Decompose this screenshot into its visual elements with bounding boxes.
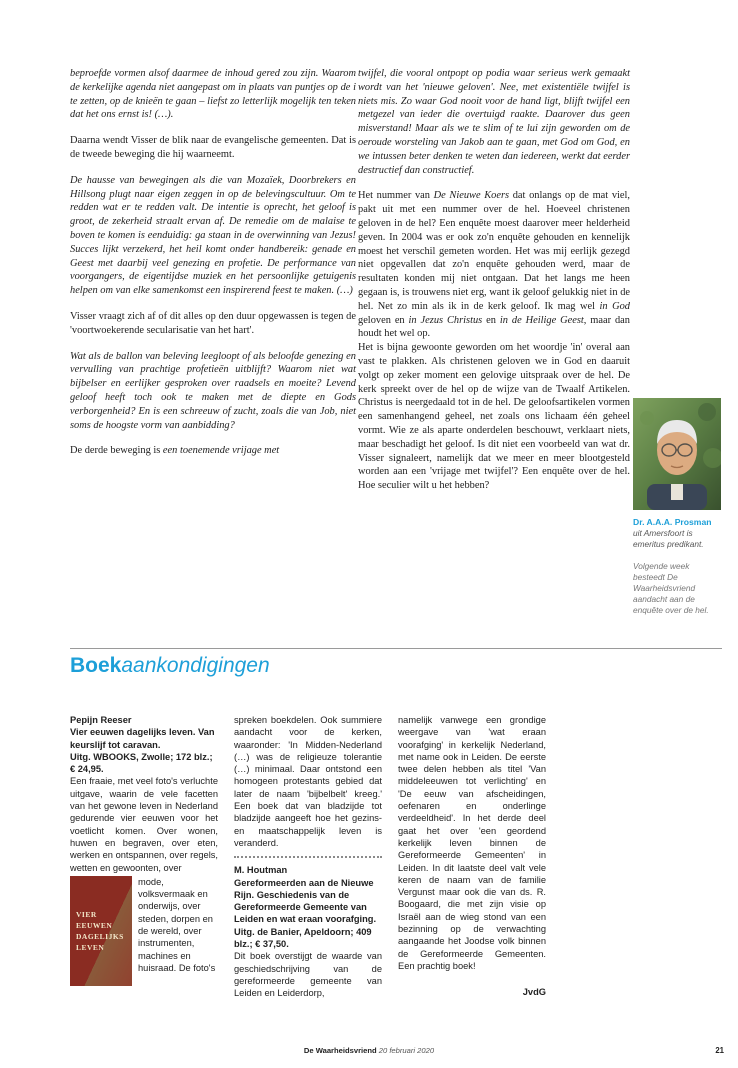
book-1-review-text-beside-cover: mode, volksvermaak en onderwijs, over steden, dorpen en de wereld, over instrumenten, machines en huisraad. De foto's [138, 876, 216, 973]
text-segment: Het is bijna gewoonte geworden om het woordje 'in' overal aan vast te plakken. Als christenen geloven we in God en daaruit volgt op zeker moment een gelovige uitspraak over de hel. De kerk spreekt over de hel op de wijze van de Twaalf Artikelen. Christus is neergedaald tot in de hel. De geloofsartikelen vormen een samenhangend geheel, net zoals ons lichaam één geheel vormt. Wie ze als aparte onderdelen beschouwt, verklaart niets, maar beschadigt het geloof. Is dit niet een voorbeeld van wat dr. Visser signaleert, namelijk dat we meer en meer blootgesteld worden aan een 'vrijage met twijfel'? Een enquête over de hel. Hoe seculier wilt u het hebben? [358, 342, 630, 492]
footer-date: 20 februari 2020 [378, 1046, 435, 1055]
text-segment: geloven en [358, 314, 409, 326]
paragraph [70, 310, 356, 338]
paragraph [358, 67, 630, 177]
page-number: 21 [715, 1046, 724, 1055]
article-column-left [70, 67, 356, 470]
cover-line: LEVEN [76, 942, 105, 952]
book-1-publisher: Uitg. WBOOKS, Zwolle; 172 blz.; € 24,95. [70, 751, 213, 775]
book-announcements-columns [70, 714, 550, 1000]
cover-line: VIER [76, 909, 97, 919]
text-segment: De derde beweging is [70, 445, 163, 457]
text-segment: De Nieuwe Koers [433, 190, 510, 202]
book-column-2 [234, 714, 382, 1000]
text-segment: dat onlangs op de mat viel, pakt uit met een nummer over de hel. Hoeveel christenen geloven in de hel? Een enquête moest daarover meer helderheid geven. In 2004 was er ook zo'n enquête gehouden en kennelijk moest het verschil gemeten worden. Het was mij eerlijk gezegd niet opgevallen dat zo'n enquête gehouden werd, maar de resultaten konden mij niet ontgaan. Dat het langs me heen gegaan is, is trouwens niet erg, want ik geloof gelukkig niet in de hel. Net zo min als ik in de kerk geloof. Ik mag wel [358, 190, 630, 312]
book-2-review-text: Dit boek overstijgt de waarde van geschiedschrijving van de gereformeerde gemeente van Leiden en Leiderdorp, [234, 951, 382, 999]
text-segment: Het nummer van [358, 190, 434, 202]
book-column-1 [70, 714, 218, 1000]
text-segment: De hausse van bewegingen als die van Mozaïek, Doorbrekers en Hillsong plugt naar eigen zeggen in op de belevingscultuur. Om te redden wat er te redden valt. De intentie is oprecht, het geloof is groot, de zekerheid straalt ervan af. De remedie om de malaise te boven te komen is eenduidig: ga staan in de overwinning van Jezus! Succes lijkt verzekerd, het heil komt onder handbereik: genade en Geest met daarbij veel genezing en profetie. De performance van voorgangers, de eigentijdse muziek en het persoonlijke getuigenis helpen om van elke samenkomst een inspirerend feest te maken. (…) [70, 174, 356, 297]
text-segment: een toenemende vrijage met [162, 445, 280, 457]
text-segment: en [482, 314, 500, 326]
book-cover-image [70, 876, 132, 986]
article-column-right [358, 67, 630, 505]
paragraph [358, 189, 630, 341]
footer [0, 1046, 738, 1055]
footer-magazine-name: De Waarheidsvriend [303, 1046, 377, 1055]
dotted-divider [234, 856, 382, 858]
next-week-note: Volgende week besteedt De Waarheidsvriend aandacht aan de enquête over de hel. [633, 561, 709, 615]
author-portrait-photo [633, 398, 721, 510]
section-title [70, 654, 722, 678]
paragraph [70, 174, 356, 298]
cover-line: DAGELIJKS [76, 931, 124, 941]
book-2-publisher: Uitg. de Banier, Apeldoorn; 409 blz.; € 37,50. [234, 926, 372, 950]
book-1-review-text: Een fraaie, met veel foto's verluchte uitgave, waarin de vele facetten van het gewone leven in Nederland gedurende vier eeuwen voor het voetlicht komen. Over wonen, huwen en begraven, over eten, werken en ontspannen, over regels, wetten en gewoonten, over [70, 776, 218, 873]
author-name: Dr. A.A.A. Prosman [633, 517, 712, 527]
paragraph [70, 350, 356, 433]
book-announcements-section [70, 648, 722, 678]
text-segment: , maar dan houdt het wel op. [358, 314, 630, 340]
book-1-title: Vier eeuwen dagelijks leven. Van keurslijf tot caravan. [70, 727, 215, 750]
book-1-head [70, 714, 218, 775]
paragraph [358, 341, 630, 493]
text-segment: in Jezus Christus [408, 314, 483, 326]
text-segment: Visser vraagt zich af of dit alles op den duur opgewassen is tegen de 'voortwoekerende secularisatie van het hart'. [70, 310, 356, 336]
paragraph [70, 67, 356, 122]
section-title-bold: Boek [70, 654, 122, 677]
book-column-3 [398, 714, 546, 1000]
paragraph [70, 444, 356, 458]
text-segment: twijfel, die vooral ontpopt op podia waar serieus werk gemaakt wordt van het 'nieuwe geloven'. Nee, met existentiële twijfel is niets mis. Zo waar God nooit voor de hand ligt, blijft twijfel een metgezel van ieder die overtuigd raakte. Daarover dus geen misverstand! Maar als we te slim of te lui zijn geworden om de oeroude worsteling van Jakob aan te gaan, met God om God, en we intussen beter denken te weten dan iedereen, werkt dat eerder destructief dan constructief. [358, 68, 630, 176]
text-segment: in de Heilige Geest [499, 314, 584, 326]
book-2-head [234, 864, 382, 950]
text-segment: Wat als de ballon van beleving leegloopt of als beloofde genezing en vervulling van prachtige profetieën uitblijft? Waarom niet wat bijbelser en eerlijker gesproken over raadsels en moeite? Levend geloof heeft toch ook te maken met de diepte en Gods verborgenheid? En is een schreeuw of zucht, zoals die van Job, niet soms de hoogste vorm van aanbidding? [70, 350, 356, 431]
book-2-author: M. Houtman [234, 865, 288, 876]
book-1-cover-row [70, 876, 218, 986]
book-1-review-continued: spreken boekdelen. Ook summiere aandacht voor de kerken, waaronder: 'In Midden-Nederland (…) was de religieuze tolerantie (…) minimaal. Daar ontstond een homogeen protestants gebied dat later de naam 'bijbelbelt' kreeg.' Een boek dat van bladzijde tot bladzijde aangeeft hoe het gezins- en maatschappelijk leven is veranderd. [234, 715, 382, 848]
reviewer-initials: JvdG [522, 987, 546, 998]
photo-caption [633, 517, 721, 616]
section-title-italic: aankondigingen [121, 654, 270, 677]
text-segment: beproefde vormen alsof daarmee de inhoud gered zou zijn. Waarom de kerkelijke agenda niet aangepast om in plaats van puntjes op de i te zetten, op de knieën te gaan – liefst zo letterlijk mogelijk ten teken dat het ons ernst is! (…). [70, 68, 356, 121]
text-segment: in God [599, 300, 630, 312]
book-2-review-continued: namelijk vanwege een grondige weergave van 'wat eraan voorafging' in kerkelijk Nederland, met name ook in Leiden. De eerste twee delen hebben als titel 'Van middeleeuwen tot verlichting' en 'De eeuw van afscheidingen, oefenaren en onderlinge verdeeldheid'. In het derde deel gaat het over 'een geordend kerkelijk leven binnen de Gereformeerde Gemeenten' in Leiden. In dit laatste deel valt vele keren de naam van de familie Vergunst maar ook die van ds. R. Boogaard, die met zijn visie op Israël aan de wieg stond van een bezinning op de verwachting aangaande het Joodse volk binnen de Gereformeerde Gemeenten. Een prachtig boek! [398, 715, 546, 971]
book-1-author: Pepijn Reeser [70, 715, 132, 725]
text-segment: Daarna wendt Visser de blik naar de evangelische gemeenten. Dat is de tweede beweging die hij waarneemt. [70, 135, 356, 160]
author-bio: uit Amersfoort is emeritus predikant. [633, 528, 704, 549]
cover-line: EEUWEN [76, 920, 113, 930]
book-2-title: Gereformeerden aan de Nieuwe Rijn. Geschiedenis van de Gereformeerde Gemeente van Leiden en wat eraan voorafging. [234, 877, 377, 925]
paragraph [70, 134, 356, 162]
